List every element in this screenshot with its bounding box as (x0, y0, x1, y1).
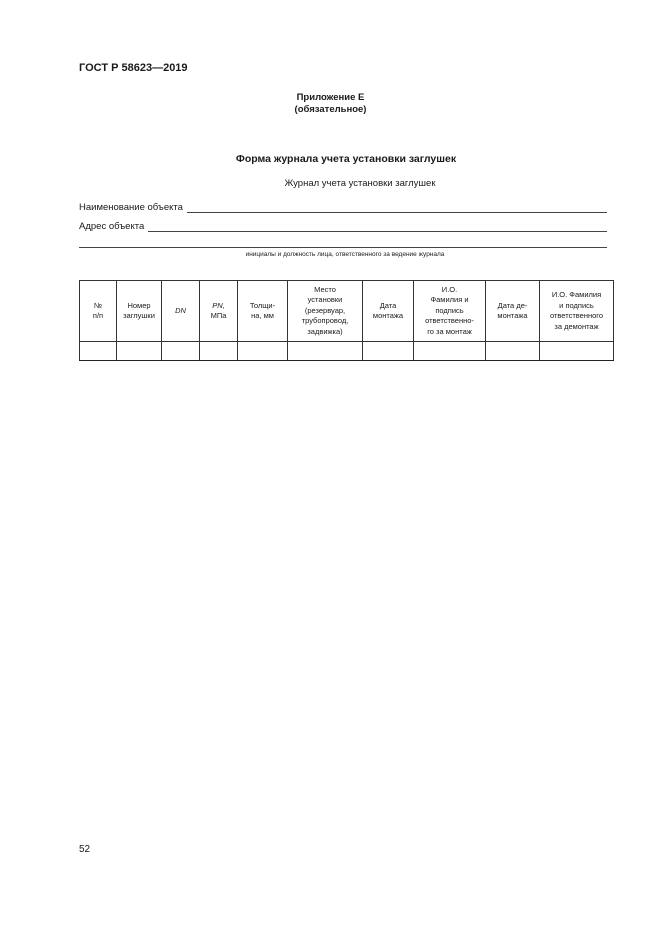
column-header-line: PN, (212, 300, 225, 310)
table-cell[interactable] (414, 342, 486, 361)
column-header-line: МПа (210, 311, 227, 320)
column-header-line: И.О. Фамилия (551, 290, 602, 299)
column-header-line: подпись (435, 305, 464, 315)
object-name-label: Наименование объекта (79, 202, 183, 213)
column-header-line: Фамилия и (430, 295, 469, 305)
table-cell[interactable] (363, 342, 414, 361)
table-header-row (80, 281, 614, 342)
appendix-status: (обязательное) (294, 104, 367, 115)
column-header (162, 281, 200, 342)
column-header (80, 281, 117, 342)
column-header-line: установки (307, 295, 343, 305)
object-address-label: Адрес объекта (79, 221, 145, 232)
signature-caption: инициалы и должность лица, ответственного за ведение журнала (245, 251, 445, 258)
table-cell[interactable] (288, 342, 363, 361)
column-header (117, 281, 162, 342)
column-header (200, 281, 238, 342)
column-header-line: монтажа (372, 311, 404, 320)
appendix-title: Приложение Е (296, 92, 365, 103)
column-header-line: и подпись (559, 300, 594, 310)
column-header (288, 281, 363, 342)
column-header-line: DN (175, 305, 186, 315)
column-header-line: заглушки (123, 311, 155, 320)
column-header (540, 281, 614, 342)
document-code: ГОСТ Р 58623—2019 (79, 62, 188, 74)
column-header-line: ответственно- (425, 316, 474, 326)
column-header-line: ответственного (549, 311, 604, 320)
column-header-line: Дата (379, 300, 397, 310)
object-address-field (79, 221, 607, 232)
column-header-line: п/п (92, 311, 104, 320)
column-header-line: на, мм (251, 311, 274, 320)
column-header-line: (резервуар, (304, 305, 346, 315)
table-row (80, 342, 614, 361)
column-header-line: задвижка) (307, 326, 343, 336)
table-cell[interactable] (486, 342, 540, 361)
column-header-line: Толщи- (249, 300, 276, 310)
object-address-blank-line (148, 221, 607, 232)
column-header (414, 281, 486, 342)
column-header-line: № (93, 300, 103, 310)
column-header-line: трубопровод, (301, 316, 349, 326)
table-cell[interactable] (238, 342, 288, 361)
signature-blank-line (79, 247, 607, 248)
column-header (238, 281, 288, 342)
journal-title: Журнал учета установки заглушек (284, 178, 436, 189)
column-header (486, 281, 540, 342)
appendix-heading (0, 92, 661, 116)
column-header-line: за демонтаж (554, 321, 599, 331)
column-header (363, 281, 414, 342)
column-header-line: Дата де- (497, 300, 528, 310)
column-header-line: го за монтаж (427, 326, 472, 336)
column-header-line: И.О. (441, 284, 458, 294)
table-cell[interactable] (117, 342, 162, 361)
journal-table (79, 280, 614, 361)
form-title: Форма журнала учета установки заглушек (235, 153, 457, 165)
table-cell[interactable] (80, 342, 117, 361)
page-number: 52 (79, 844, 91, 855)
table-cell[interactable] (162, 342, 200, 361)
table-cell[interactable] (200, 342, 238, 361)
object-name-blank-line (187, 202, 607, 213)
column-header-line: монтажа (497, 311, 528, 320)
object-name-field (79, 202, 607, 213)
column-header-line: Номер (127, 300, 151, 310)
column-header-line: Место (314, 284, 336, 294)
table-cell[interactable] (540, 342, 614, 361)
